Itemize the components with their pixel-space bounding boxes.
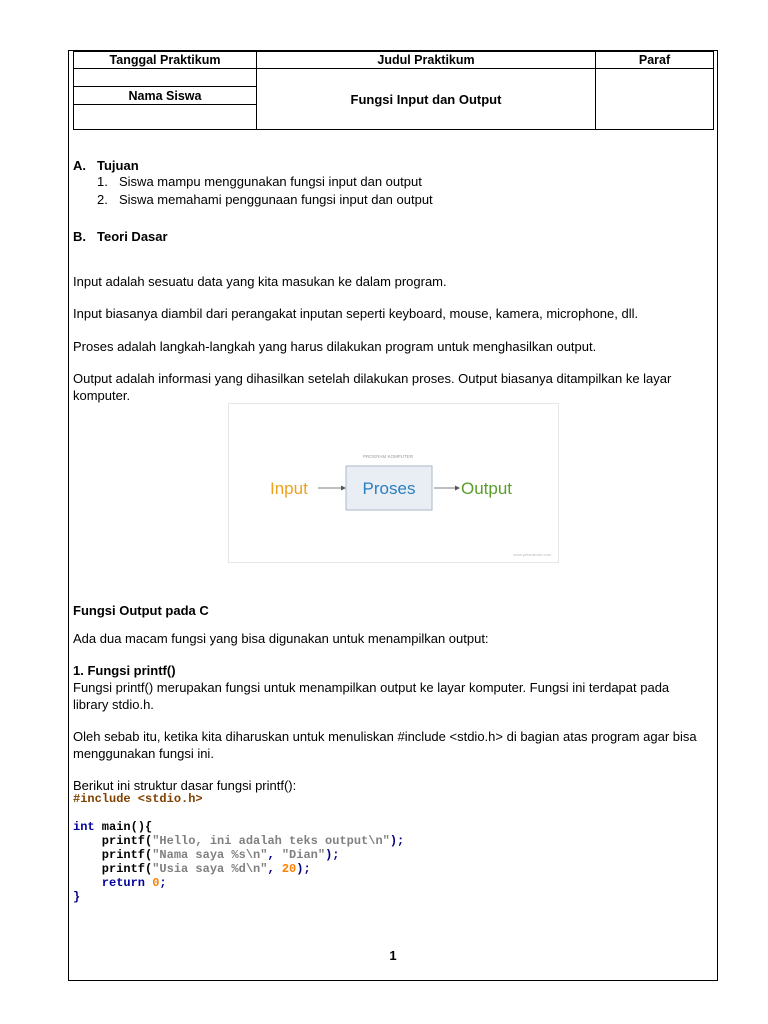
section-b-marker: B.: [73, 229, 86, 244]
section-b-title: Teori Dasar: [97, 229, 168, 244]
list-text: Siswa mampu menggunakan fungsi input dan output: [119, 174, 422, 189]
nama-siswa-cell: [74, 105, 257, 130]
code-main-signature: main(){: [94, 820, 153, 834]
output-intro: Ada dua macam fungsi yang bisa digunakan untuk menampilkan output:: [73, 631, 489, 646]
code-punct: );: [296, 862, 311, 876]
paragraph-output: Output adalah informasi yang dihasilkan setelah dilakukan proses. Output biasanya ditampilkan ke layar komputer.: [73, 371, 672, 403]
code-string: "Hello, ini adalah teks output\n": [152, 834, 390, 848]
code-punct: ,: [267, 848, 282, 862]
tanggal-praktikum-header: Tanggal Praktikum: [74, 52, 257, 69]
paraf-header: Paraf: [596, 52, 714, 69]
code-block: [73, 792, 404, 904]
code-return-keyword: return: [73, 876, 146, 890]
diagram-input-label: Input: [270, 479, 308, 498]
code-string: "Usia saya %d\n": [152, 862, 268, 876]
diagram-watermark: www.petanikode.com: [513, 552, 551, 557]
section-b-heading: [73, 228, 168, 245]
code-punct: );: [325, 848, 340, 862]
list-number: 1.: [97, 174, 108, 189]
section-a-title: Tujuan: [97, 158, 139, 173]
code-printf-call: printf(: [73, 862, 153, 876]
list-text: Siswa memahami penggunaan fungsi input dan output: [119, 192, 433, 207]
page-number: 1: [389, 948, 397, 963]
code-number: 20: [281, 862, 297, 876]
diagram-output-label: Output: [461, 479, 513, 498]
code-include: #include <stdio.h>: [73, 792, 203, 806]
code-punct: ;: [159, 876, 167, 890]
printf-heading: 1. Fungsi printf(): [73, 663, 176, 678]
paragraph-input: Input adalah sesuatu data yang kita masukan ke dalam program.: [73, 274, 447, 289]
header-table: [73, 51, 714, 130]
tanggal-praktikum-cell: [74, 69, 257, 87]
input-process-output-diagram: [228, 403, 559, 563]
code-close-brace: }: [73, 890, 81, 904]
list-number: 2.: [97, 192, 108, 207]
arrow-head-icon: [455, 486, 460, 491]
nama-siswa-label: Nama Siswa: [74, 87, 257, 105]
printf-description: Fungsi printf() merupakan fungsi untuk menampilkan output ke layar komputer. Fungsi ini terdapat pada library stdio.h.: [73, 680, 670, 712]
diagram-process-label: Proses: [362, 479, 416, 498]
include-note: Oleh sebab itu, ketika kita diharuskan untuk menuliskan #include <stdio.h> di bagian atas program agar bisa menggunakan fungsi ini.: [73, 729, 697, 761]
code-punct: );: [389, 834, 405, 848]
code-string: "Nama saya %s\n": [152, 848, 268, 862]
paragraph-proses: Proses adalah langkah-langkah yang harus dilakukan program untuk menghasilkan output.: [73, 339, 597, 354]
list-item: [97, 174, 422, 189]
output-section-heading: Fungsi Output pada C: [73, 603, 209, 618]
code-int-keyword: int: [73, 820, 95, 834]
arrow-head-icon: [341, 486, 346, 491]
struct-intro: Berikut ini struktur dasar fungsi printf():: [73, 778, 297, 793]
list-item: [97, 192, 433, 207]
paragraph-input-source: Input biasanya diambil dari perangakat inputan seperti keyboard, mouse, kamera, microphone, dll.: [73, 306, 639, 321]
code-punct: ,: [267, 862, 282, 876]
paraf-cell: [596, 69, 714, 130]
code-printf-call: printf(: [73, 834, 153, 848]
judul-praktikum-header: Judul Praktikum: [257, 52, 596, 69]
code-string: "Dian": [281, 848, 326, 862]
code-number: 0: [152, 876, 160, 890]
section-a-marker: A.: [73, 158, 86, 173]
judul-praktikum-value: Fungsi Input dan Output: [257, 69, 596, 130]
code-printf-call: printf(: [73, 848, 153, 862]
diagram-caption: PROGRAM KOMPUTER: [362, 454, 414, 459]
section-a-heading: [73, 157, 139, 174]
